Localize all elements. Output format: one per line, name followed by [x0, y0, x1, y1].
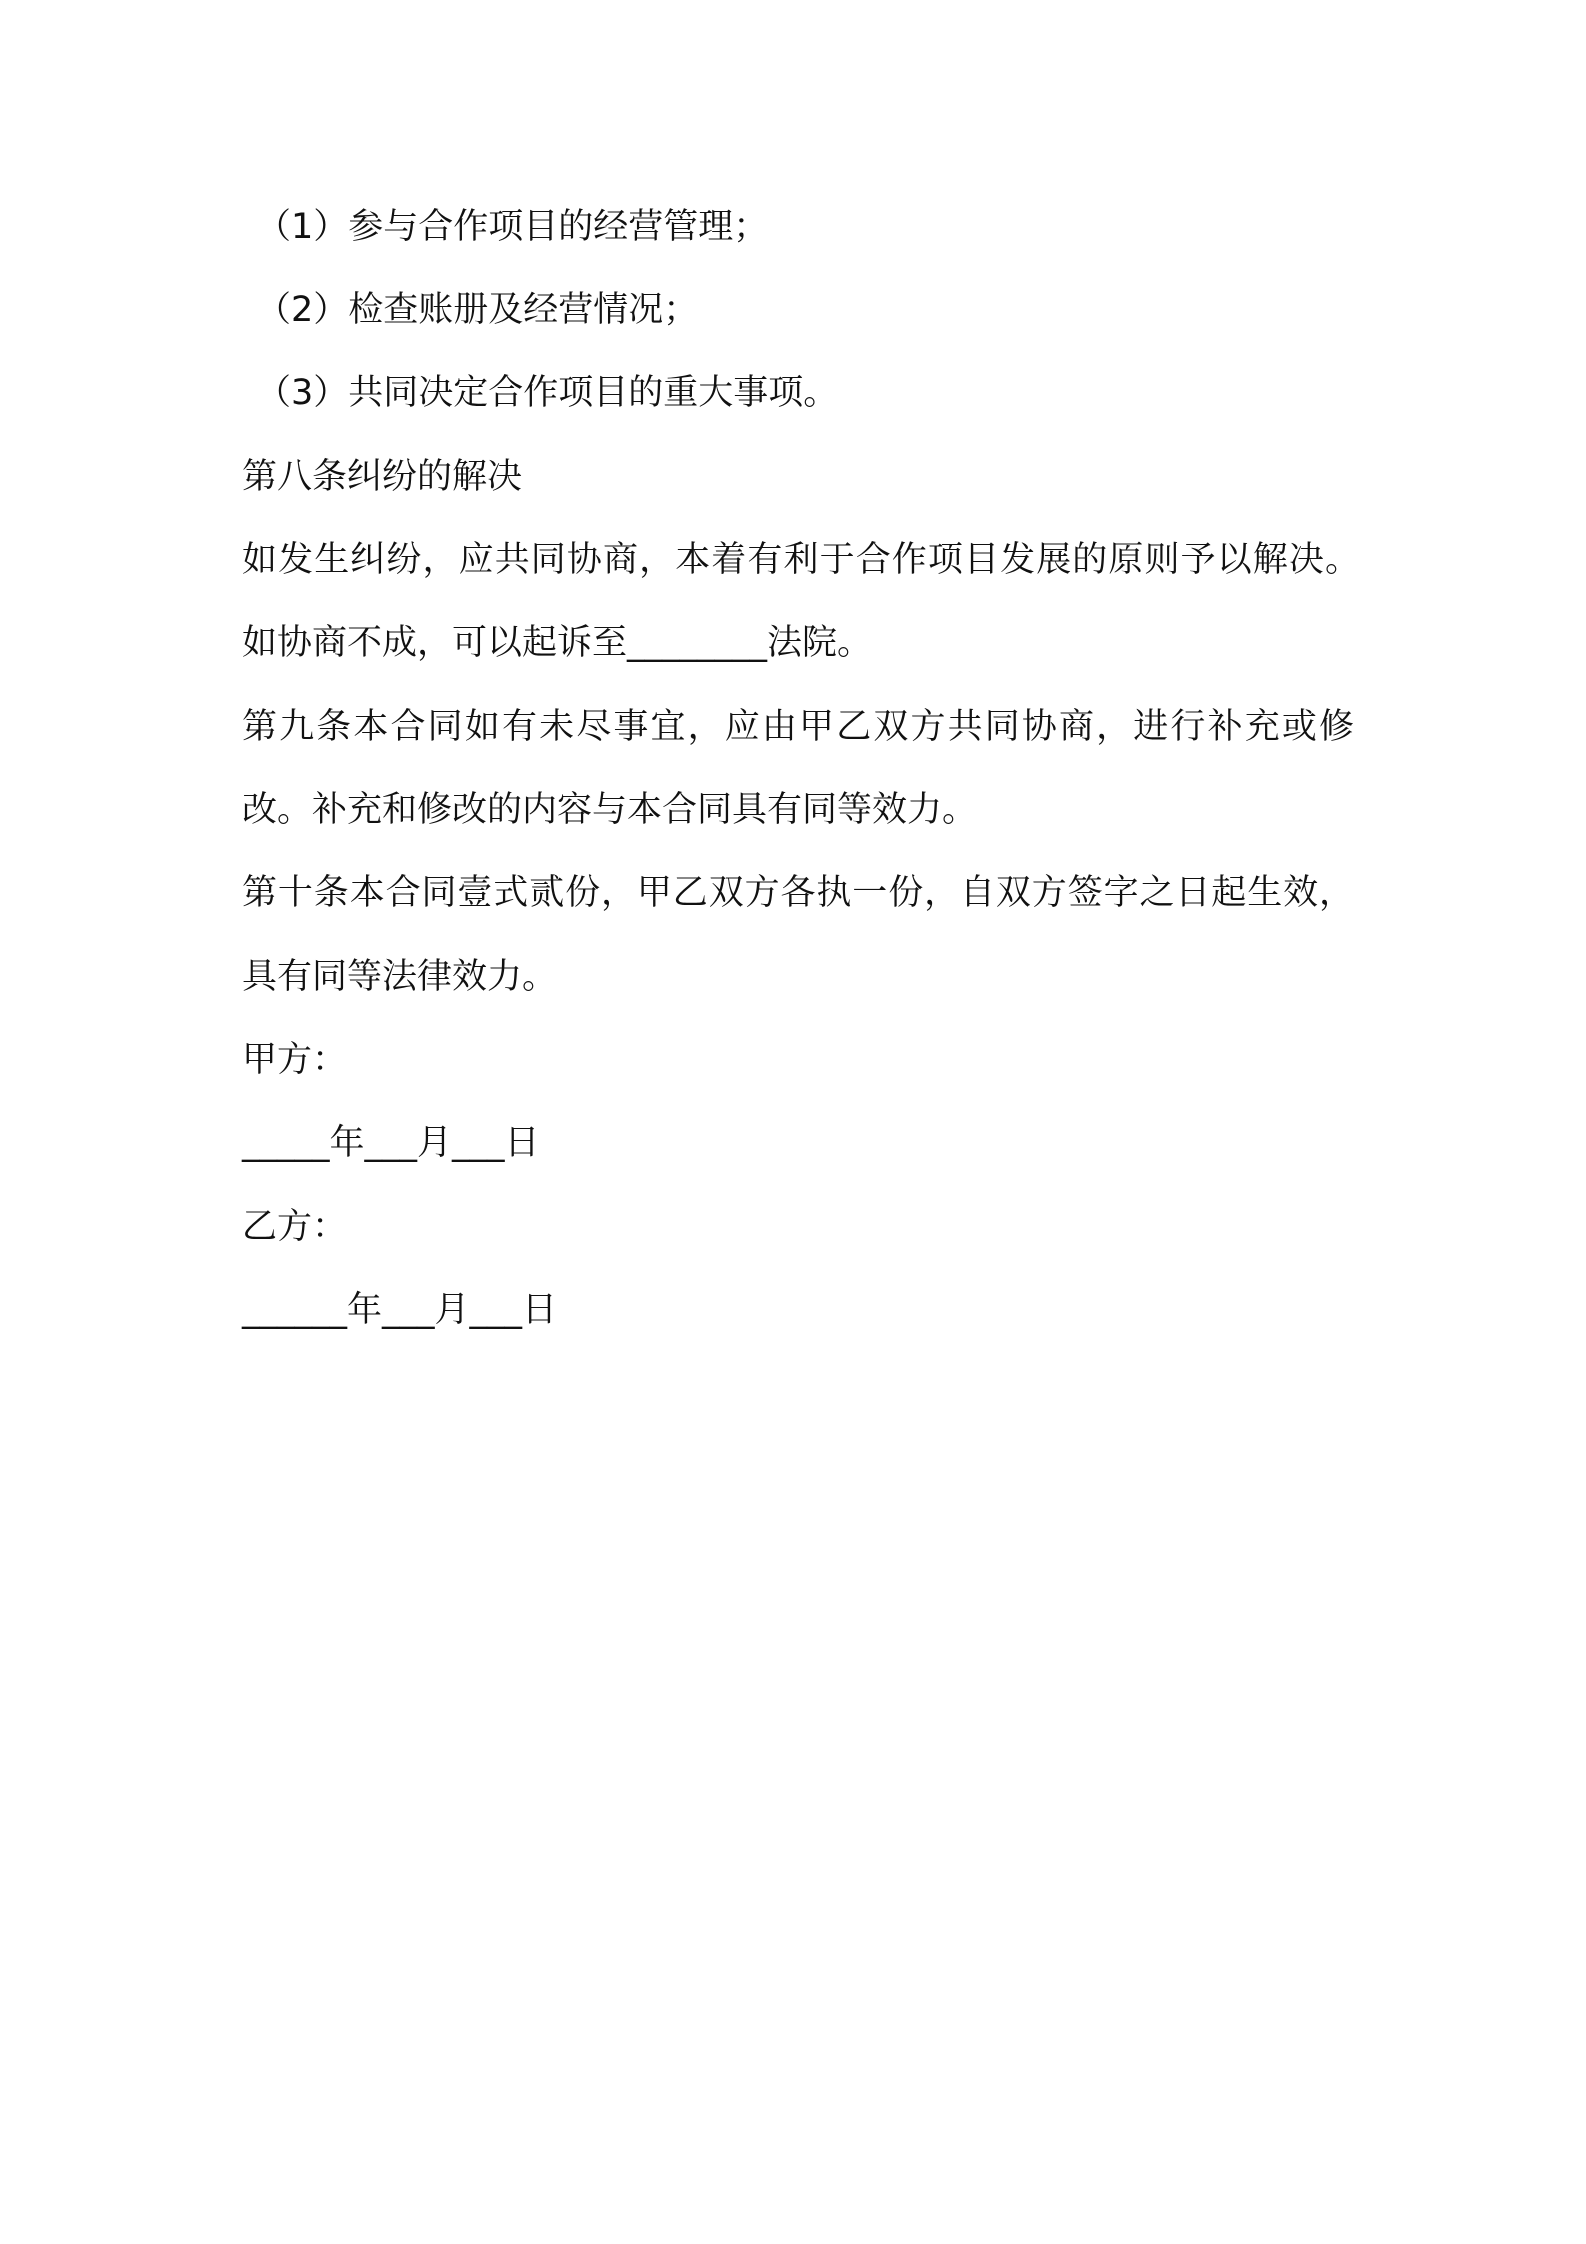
article-8-paragraph-2: 如协商不成，可以起诉至________法院。 — [242, 623, 873, 663]
list-item-2: （2）检查账册及经营情况； — [256, 290, 699, 330]
article-9-line-2: 改。补充和修改的内容与本合同具有同等效力。 — [242, 790, 978, 830]
article-8-paragraph-1: 如发生纠纷，应共同协商，本着有利于合作项目发展的原则予以解决。 — [242, 540, 1360, 580]
party-a-date: _____年___月___日 — [242, 1123, 540, 1163]
article-10-line-2: 具有同等法律效力。 — [242, 957, 558, 997]
party-a-label: 甲方： — [242, 1040, 348, 1080]
article-10-line-1: 第十条本合同壹式贰份，甲乙双方各执一份，自双方签字之日起生效， — [242, 873, 1354, 913]
article-8-heading: 第八条纠纷的解决 — [242, 457, 523, 497]
list-item-1: （1）参与合作项目的经营管理； — [256, 207, 769, 247]
article-9-line-1: 第九条本合同如有未尽事宜，应由甲乙双方共同协商，进行补充或修 — [242, 707, 1354, 747]
party-b-date: ______年___月___日 — [242, 1290, 558, 1330]
list-item-3: （3）共同决定合作项目的重大事项。 — [256, 373, 839, 413]
party-b-label: 乙方： — [242, 1207, 348, 1247]
